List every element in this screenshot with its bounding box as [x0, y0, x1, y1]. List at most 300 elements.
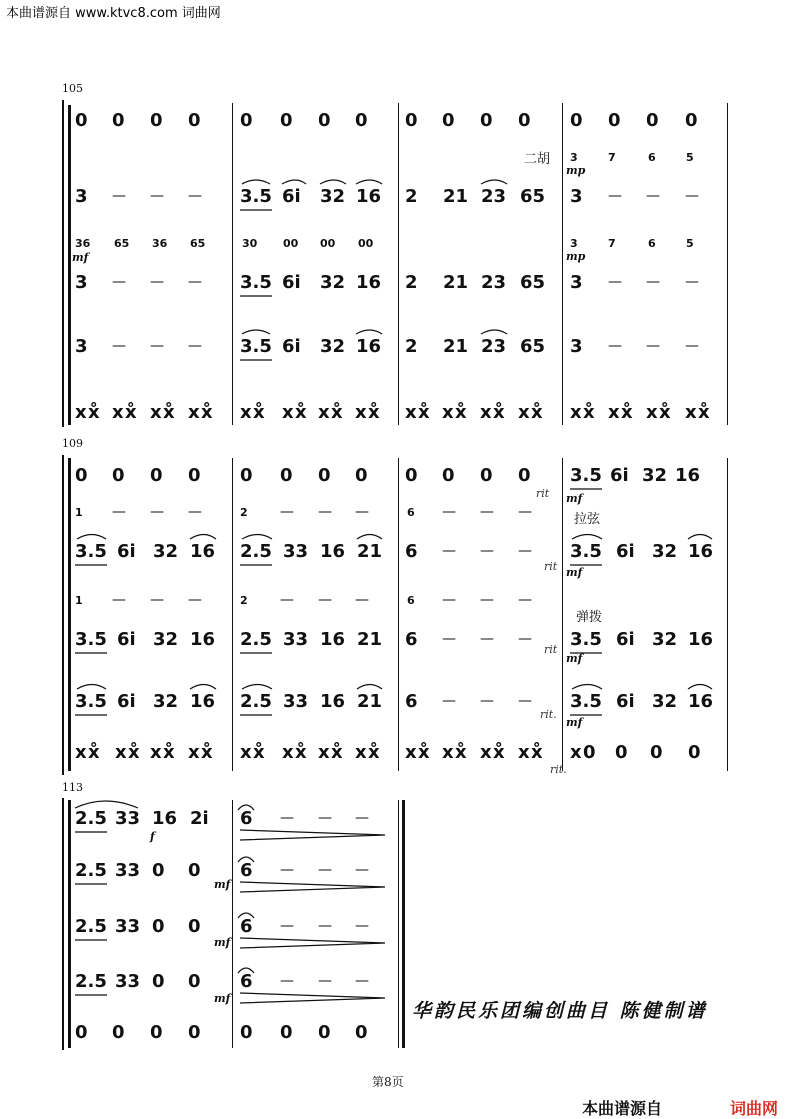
- note: 3.5: [570, 541, 602, 562]
- dynamic-mf: mf: [214, 878, 231, 891]
- perc-note: x̊: [531, 402, 543, 423]
- measure-number: 109: [62, 437, 83, 450]
- dash: —: [442, 504, 456, 520]
- dash: —: [608, 338, 622, 354]
- perc-note: x: [112, 402, 124, 423]
- note: 2i: [190, 808, 209, 829]
- dash: —: [188, 592, 202, 608]
- barline: [232, 103, 233, 425]
- note: 0: [240, 110, 253, 131]
- note: 0: [650, 742, 663, 763]
- footer-source: 本曲谱源自: [582, 1099, 663, 1118]
- perc-note: x̊: [621, 402, 633, 423]
- perc-note: x̊: [493, 742, 505, 763]
- dash: —: [280, 810, 294, 826]
- slur: [356, 330, 382, 334]
- perc-note: x̊: [88, 742, 100, 763]
- hairpin: [240, 938, 385, 948]
- note: 3: [570, 186, 583, 207]
- perc-note: x: [570, 742, 582, 763]
- dash: —: [318, 592, 332, 608]
- dash: —: [608, 188, 622, 204]
- dash: —: [112, 592, 126, 608]
- perc-note: x̊: [418, 402, 430, 423]
- note: 0: [583, 742, 596, 763]
- note: 0: [615, 742, 628, 763]
- header-url[interactable]: www.ktvc8.com: [75, 6, 178, 21]
- note: 16: [356, 186, 382, 207]
- perc-note: x̊: [455, 402, 467, 423]
- slur: [356, 180, 382, 184]
- tempo-rit: rit: [544, 643, 558, 656]
- note: 65: [520, 186, 546, 207]
- grace-note: 2: [240, 594, 248, 607]
- note: 6i: [117, 541, 136, 562]
- note: 23: [481, 186, 507, 207]
- slur: [77, 535, 106, 540]
- note: 2.5: [75, 916, 107, 937]
- instrument-label-lalian: 拉弦: [574, 512, 601, 527]
- dash: —: [518, 693, 532, 709]
- slur: [190, 535, 216, 540]
- hairpin: [240, 993, 385, 1003]
- note: 0: [75, 465, 88, 486]
- barline: [727, 458, 728, 771]
- note: 16: [688, 691, 714, 712]
- dynamic-mf: mf: [72, 251, 89, 264]
- measure-number: 113: [62, 781, 83, 794]
- note: 21: [443, 272, 469, 293]
- instrument-label-erhu: 二胡: [524, 152, 551, 167]
- note: 16: [320, 691, 346, 712]
- note: 6i: [117, 629, 136, 650]
- perc-note: x̊: [659, 402, 671, 423]
- note: 2.5: [240, 629, 272, 650]
- dash: —: [150, 274, 164, 290]
- dash: —: [318, 918, 332, 934]
- note: 0: [685, 110, 698, 131]
- dash: —: [646, 338, 660, 354]
- perc-note: x: [355, 742, 367, 763]
- note: 3.5: [75, 629, 107, 650]
- note: 16: [688, 629, 714, 650]
- note: 3: [570, 336, 583, 357]
- note: 21: [357, 541, 383, 562]
- perc-note: x̊: [368, 402, 380, 423]
- note: 6i: [616, 691, 635, 712]
- dash: —: [518, 543, 532, 559]
- note: 6: [240, 971, 253, 992]
- tempo-rit: rit.: [540, 708, 557, 721]
- slur: [357, 535, 382, 540]
- dash: —: [355, 973, 369, 989]
- dash: —: [355, 504, 369, 520]
- perc-note: x: [318, 742, 330, 763]
- note: 3: [75, 272, 88, 293]
- dash: —: [280, 973, 294, 989]
- dash: —: [112, 274, 126, 290]
- dash: —: [355, 862, 369, 878]
- note: 33: [115, 916, 141, 937]
- note: 3: [75, 186, 88, 207]
- note: 32: [153, 541, 179, 562]
- slur: [688, 685, 712, 690]
- note: 0: [188, 110, 201, 131]
- grace-note: 36: [152, 237, 168, 250]
- perc-note: x̊: [295, 742, 307, 763]
- dash: —: [150, 504, 164, 520]
- grace-note: 5: [686, 151, 694, 164]
- perc-note: x̊: [128, 742, 140, 763]
- note: 6i: [616, 629, 635, 650]
- note: 0: [318, 110, 331, 131]
- perc-note: x: [188, 742, 200, 763]
- dynamic-mp: mp: [566, 164, 586, 177]
- dash: —: [150, 188, 164, 204]
- note: 16: [356, 336, 382, 357]
- dash: —: [280, 862, 294, 878]
- perc-note: x: [685, 402, 697, 423]
- final-barline-thick: [402, 800, 405, 1048]
- perc-note: x: [405, 742, 417, 763]
- note: 23: [481, 336, 507, 357]
- note: 16: [190, 541, 216, 562]
- slur: [282, 180, 306, 184]
- slur: [242, 535, 272, 540]
- dash: —: [112, 504, 126, 520]
- dash: —: [518, 631, 532, 647]
- note: 0: [480, 465, 493, 486]
- note: 16: [190, 629, 216, 650]
- note: 0: [112, 465, 125, 486]
- barline: [232, 458, 233, 771]
- note: 0: [75, 1022, 88, 1043]
- note: 0: [112, 1022, 125, 1043]
- dynamic-mf: mf: [566, 566, 583, 579]
- perc-note: x: [480, 402, 492, 423]
- grace-note: 3: [570, 151, 578, 164]
- note: 3.5: [75, 541, 107, 562]
- slur: [190, 685, 216, 690]
- note: 0: [355, 110, 368, 131]
- header-source: [6, 2, 221, 21]
- dash: —: [518, 592, 532, 608]
- note: 0: [150, 465, 163, 486]
- perc-note: x̊: [418, 742, 430, 763]
- note: 6i: [282, 272, 301, 293]
- perc-note: x: [442, 402, 454, 423]
- dynamic-mf: mf: [566, 716, 583, 729]
- note: 3: [75, 336, 88, 357]
- perc-note: x̊: [125, 402, 137, 423]
- perc-note: x: [355, 402, 367, 423]
- note: 6: [405, 691, 418, 712]
- note: 0: [188, 465, 201, 486]
- dash: —: [442, 631, 456, 647]
- note: 33: [283, 691, 309, 712]
- dash: —: [188, 504, 202, 520]
- note: 16: [688, 541, 714, 562]
- grace-note: 1: [75, 506, 83, 519]
- perc-note: x̊: [368, 742, 380, 763]
- grace-note: 36: [75, 237, 91, 250]
- slur: [242, 330, 270, 334]
- perc-note: x̊: [455, 742, 467, 763]
- header-site: 词曲网: [181, 6, 221, 21]
- note: 0: [518, 110, 531, 131]
- grace-note: 7: [608, 237, 616, 250]
- slur: [481, 180, 507, 184]
- note: 23: [481, 272, 507, 293]
- dash: —: [480, 592, 494, 608]
- perc-note: x: [608, 402, 620, 423]
- note: 3.5: [75, 691, 107, 712]
- grace-note: 3: [570, 237, 578, 250]
- tempo-rit: rit.: [550, 763, 567, 776]
- note: 32: [153, 629, 179, 650]
- dash: —: [646, 188, 660, 204]
- perc-note: x: [75, 402, 87, 423]
- note: 6i: [616, 541, 635, 562]
- slur: [572, 685, 602, 690]
- dash: —: [355, 592, 369, 608]
- note: 33: [115, 971, 141, 992]
- note: 0: [188, 1022, 201, 1043]
- perc-note: x̊: [201, 742, 213, 763]
- note: 0: [355, 1022, 368, 1043]
- note: 3.5: [240, 272, 272, 293]
- grace-note: 65: [190, 237, 206, 250]
- perc-note: x̊: [493, 402, 505, 423]
- note: 6i: [610, 465, 629, 486]
- slur: [242, 180, 270, 184]
- dash: —: [150, 338, 164, 354]
- note: 0: [442, 110, 455, 131]
- arranger-credit: 华韵民乐团编创曲目 陈健制谱: [412, 1000, 708, 1022]
- grace-note: 65: [114, 237, 130, 250]
- note: 33: [283, 541, 309, 562]
- system-bracket: [62, 798, 64, 1050]
- dash: —: [685, 338, 699, 354]
- system-bracket: [62, 455, 64, 775]
- perc-note: x: [240, 402, 252, 423]
- dash: —: [188, 188, 202, 204]
- note: 0: [480, 110, 493, 131]
- dash: —: [188, 274, 202, 290]
- note: 32: [320, 336, 346, 357]
- hairpin: [240, 882, 385, 892]
- perc-note: x̊: [295, 402, 307, 423]
- perc-note: x̊: [163, 402, 175, 423]
- grace-note: 2: [240, 506, 248, 519]
- note: 32: [153, 691, 179, 712]
- barline: [232, 800, 233, 1048]
- note: 3: [570, 272, 583, 293]
- note: 16: [320, 541, 346, 562]
- note: 21: [443, 186, 469, 207]
- note: 0: [405, 465, 418, 486]
- slur: [77, 685, 106, 690]
- dynamic-f: f: [150, 830, 155, 843]
- perc-note: x̊: [698, 402, 710, 423]
- perc-note: x: [405, 402, 417, 423]
- perc-note: x: [282, 742, 294, 763]
- note: 6: [240, 808, 253, 829]
- note: 32: [652, 541, 678, 562]
- note: 0: [688, 742, 701, 763]
- dash: —: [480, 504, 494, 520]
- perc-note: x̊: [253, 402, 265, 423]
- perc-note: x: [570, 402, 582, 423]
- note: 0: [75, 110, 88, 131]
- note: 0: [188, 916, 201, 937]
- dash: —: [685, 188, 699, 204]
- note: 6: [240, 860, 253, 881]
- note: 32: [320, 272, 346, 293]
- note: 0: [318, 1022, 331, 1043]
- note: 0: [112, 110, 125, 131]
- note: 32: [652, 629, 678, 650]
- perc-note: x̊: [531, 742, 543, 763]
- note: 0: [150, 1022, 163, 1043]
- dash: —: [188, 338, 202, 354]
- final-barline-thin: [398, 800, 399, 1048]
- note: 16: [190, 691, 216, 712]
- grace-note: 6: [407, 594, 415, 607]
- perc-note: x̊: [331, 742, 343, 763]
- note: 32: [652, 691, 678, 712]
- perc-note: x: [480, 742, 492, 763]
- note: 0: [152, 916, 165, 937]
- system-bracket-thick: [68, 458, 71, 771]
- dash: —: [150, 592, 164, 608]
- grace-note: 00: [320, 237, 336, 250]
- note: 0: [280, 110, 293, 131]
- dash: —: [318, 973, 332, 989]
- note: 16: [320, 629, 346, 650]
- note: 32: [320, 186, 346, 207]
- slur: [320, 180, 346, 184]
- barline: [398, 103, 399, 425]
- dash: —: [318, 810, 332, 826]
- grace-note: 6: [648, 237, 656, 250]
- dash: —: [112, 188, 126, 204]
- dash: —: [518, 504, 532, 520]
- perc-note: x̊: [253, 742, 265, 763]
- slur: [572, 535, 602, 540]
- page-number: 第8页: [372, 1075, 404, 1089]
- perc-note: x: [75, 742, 87, 763]
- perc-note: x: [188, 402, 200, 423]
- hairpin: [240, 830, 385, 840]
- note: 6i: [117, 691, 136, 712]
- measure-number: 105: [62, 82, 83, 95]
- slur: [481, 330, 507, 334]
- dynamic-mf: mf: [214, 936, 231, 949]
- note: 2.5: [75, 860, 107, 881]
- note: 3.5: [570, 465, 602, 486]
- grace-note: 30: [242, 237, 258, 250]
- note: 65: [520, 272, 546, 293]
- note: 6i: [282, 336, 301, 357]
- note: 65: [520, 336, 546, 357]
- perc-note: x̊: [88, 402, 100, 423]
- note: 0: [442, 465, 455, 486]
- note: 0: [570, 110, 583, 131]
- perc-note: x: [282, 402, 294, 423]
- note: 6: [240, 916, 253, 937]
- note: 2: [405, 186, 418, 207]
- grace-note: 6: [407, 506, 415, 519]
- note: 0: [152, 860, 165, 881]
- note: 33: [115, 808, 141, 829]
- dash: —: [480, 693, 494, 709]
- note: 0: [405, 110, 418, 131]
- dash: —: [112, 338, 126, 354]
- note: 16: [675, 465, 701, 486]
- dash: —: [646, 274, 660, 290]
- dash: —: [442, 592, 456, 608]
- perc-note: x: [150, 402, 162, 423]
- slur: [688, 535, 712, 540]
- note: 0: [280, 1022, 293, 1043]
- note: 0: [188, 971, 201, 992]
- perc-note: x: [518, 402, 530, 423]
- dynamic-mp: mp: [566, 250, 586, 263]
- grace-note: 00: [283, 237, 299, 250]
- footer-site-logo[interactable]: 词曲网: [730, 1099, 779, 1118]
- perc-note: x: [240, 742, 252, 763]
- slur: [75, 801, 138, 808]
- perc-note: x: [150, 742, 162, 763]
- barline: [727, 103, 728, 425]
- note: 2: [405, 272, 418, 293]
- note: 32: [642, 465, 668, 486]
- system-bracket: [62, 100, 64, 427]
- note: 33: [115, 860, 141, 881]
- perc-note: x̊: [201, 402, 213, 423]
- note: 6: [405, 629, 418, 650]
- tempo-rit: rit: [544, 560, 558, 573]
- note: 0: [188, 860, 201, 881]
- note: 21: [357, 691, 383, 712]
- dash: —: [280, 504, 294, 520]
- note: 16: [152, 808, 178, 829]
- note: 3.5: [240, 186, 272, 207]
- note: 0: [280, 465, 293, 486]
- barline: [562, 103, 563, 425]
- dash: —: [442, 693, 456, 709]
- note: 6: [405, 541, 418, 562]
- system-bracket-thick: [68, 800, 71, 1048]
- dynamic-mf: mf: [566, 492, 583, 505]
- perc-note: x̊: [331, 402, 343, 423]
- tempo-rit: rit: [536, 487, 550, 500]
- perc-note: x: [115, 742, 127, 763]
- dash: —: [280, 592, 294, 608]
- instrument-label-tanbo: 弹拨: [576, 610, 603, 625]
- note: 3.5: [570, 691, 602, 712]
- dynamic-mf: mf: [214, 992, 231, 1005]
- note: 0: [355, 465, 368, 486]
- barline: [398, 458, 399, 771]
- slur: [357, 685, 382, 690]
- grace-note: 7: [608, 151, 616, 164]
- note: 2.5: [75, 971, 107, 992]
- note: 16: [356, 272, 382, 293]
- note: 0: [518, 465, 531, 486]
- note: 0: [240, 465, 253, 486]
